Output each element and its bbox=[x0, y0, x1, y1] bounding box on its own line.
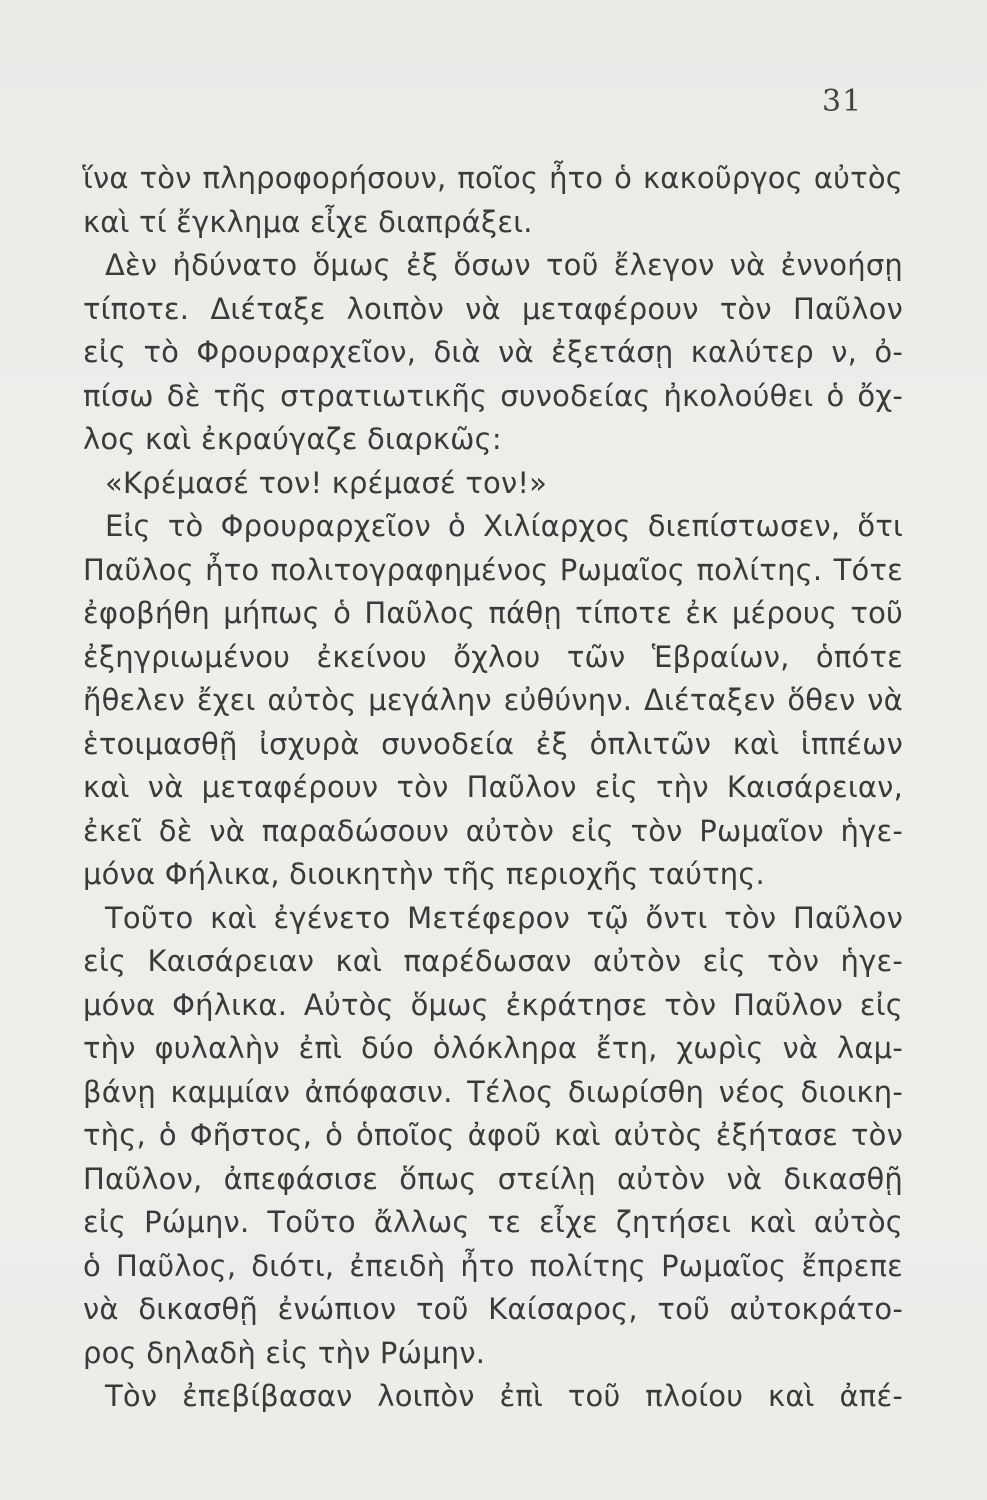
page-number: 31 bbox=[822, 84, 863, 119]
body-text bbox=[83, 157, 903, 1419]
text-line: ὁ Παῦλος, διότι, ἐπειδὴ ἦτο πολίτης Ρωμαῖος ἔπρεπε bbox=[83, 1248, 903, 1283]
text-line: μόνα Φήλικα, διοικητὴν τῆς περιοχῆς ταύτης. bbox=[83, 857, 765, 891]
text-line: Εἰς τὸ Φρουραρχεῖον ὁ Χιλίαρχος διεπίστωσεν, ὅτι bbox=[105, 509, 903, 543]
text-line: ἐκεῖ δὲ νὰ παραδώσουν αὐτὸν εἰς τὸν Ρωμαῖον ἡγε- bbox=[83, 813, 903, 848]
text-line: τίποτε. Διέταξε λοιπὸν νὰ μεταφέρουν τὸν Παῦλον bbox=[83, 291, 903, 326]
text-line: εἰς Ρώμην. Τοῦτο ἄλλως τε εἶχε ζητήσει καὶ αὐτὸς bbox=[83, 1205, 903, 1239]
text-line: Παῦλον, ἀπεφάσισε ὅπως στείλῃ αὐτὸν νὰ δικασθῇ bbox=[83, 1161, 903, 1196]
text-line: εἰς τὸ Φρουραρχεῖον, διὰ νὰ ἐξετάσῃ καλύτερ ν, ὀ- bbox=[83, 335, 903, 369]
text-line: ἵνα τὸν πληροφορήσουν, ποῖος ἦτο ὁ κακοῦργος αὐτὸς bbox=[83, 161, 903, 195]
text-line: ἐξηγριωμένου ἐκείνου ὄχλου τῶν Ἑβραίων, ὁπότε bbox=[83, 639, 903, 674]
text-line: Τοῦτο καὶ ἐγένετο Μετέφερον τῷ ὄντι τὸν Παῦλον bbox=[105, 900, 903, 935]
text-line: μόνα Φήλικα. Αὐτὸς ὅμως ἐκράτησε τὸν Παῦλον εἰς bbox=[83, 987, 903, 1022]
text-line: Δὲν ἠδύνατο ὅμως ἐξ ὅσων τοῦ ἔλεγον νὰ ἐννοήσῃ bbox=[105, 248, 903, 282]
text-line: ἤθελεν ἔχει αὐτὸς μεγάλην εὐθύνην. Διέταξεν ὅθεν νὰ bbox=[83, 683, 903, 717]
text-line: Τὸν ἐπεβίβασαν λοιπὸν ἐπὶ τοῦ πλοίου καὶ ἀπέ- bbox=[105, 1379, 903, 1413]
text-line: πίσω δὲ τῆς στρατιωτικῆς συνοδείας ἠκολούθει ὁ ὄχ- bbox=[83, 378, 903, 413]
text-line: βάνῃ καμμίαν ἀπόφασιν. Τέλος διωρίσθη νέος διοικη- bbox=[83, 1074, 903, 1109]
text-line: νὰ δικασθῇ ἐνώπιον τοῦ Καίσαρος, τοῦ αὐτοκράτο- bbox=[83, 1292, 903, 1326]
text-line: καὶ τί ἔγκλημα εἶχε διαπράξει. bbox=[83, 204, 533, 239]
text-line: «Κρέμασέ τον! κρέμασέ τον!» bbox=[105, 465, 548, 500]
text-line: καὶ νὰ μεταφέρουν τὸν Παῦλον εἰς τὴν Καισάρειαν, bbox=[83, 770, 903, 804]
text-line: ἐφοβήθη μήπως ὁ Παῦλος πάθῃ τίποτε ἐκ μέρους τοῦ bbox=[83, 596, 903, 630]
text-line: τὴς, ὁ Φῆστος, ὁ ὁποῖος ἀφοῦ καὶ αὐτὸς ἐξήτασε τὸν bbox=[83, 1118, 903, 1152]
text-line: Παῦλος ἦτο πολιτογραφημένος Ρωμαῖος πολίτης. Τότε bbox=[83, 552, 903, 587]
text-line: ἑτοιμασθῇ ἰσχυρὰ συνοδεία ἐξ ὁπλιτῶν καὶ ἱππέων bbox=[83, 726, 903, 761]
text-line: λος καὶ ἐκραύγαζε διαρκῶς: bbox=[83, 422, 502, 456]
text-line: ρος δηλαδὴ εἰς τὴν Ρώμην. bbox=[83, 1335, 486, 1370]
text-line: εἰς Καισάρειαν καὶ παρέδωσαν αὐτὸν εἰς τὸν ἡγε- bbox=[83, 944, 903, 978]
text-line: τὴν φυλαλὴν ἐπὶ δύο ὁλόκληρα ἔτη, χωρὶς νὰ λαμ- bbox=[83, 1031, 903, 1065]
